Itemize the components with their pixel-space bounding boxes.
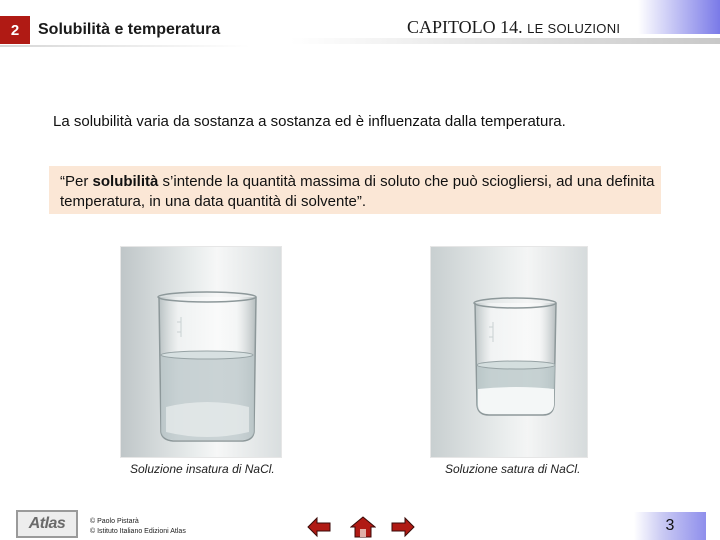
chapter-heading	[407, 17, 620, 38]
credit-author: © Paolo Pistarà	[90, 518, 139, 525]
unsaturated-solution-photo	[120, 246, 282, 458]
section-title: Solubilità e temperatura	[38, 21, 221, 38]
home-icon	[350, 515, 376, 539]
right-arrow-icon	[390, 515, 416, 539]
credits	[90, 517, 186, 537]
intro-text: La solubilità varia da sostanza a sostanza ed è influenzata dalla temperatura.	[53, 113, 566, 130]
credit-publisher: © Istituto Italiano Edizioni Atlas	[90, 528, 186, 535]
definition-term: solubilità	[92, 173, 159, 190]
saturated-caption: Soluzione satura di NaCl.	[445, 462, 581, 476]
definition-rest: s’intende la quantità massima di soluto che può sciogliersi, ad una definita temperatura, in una data quantità di solvente”.	[60, 173, 655, 210]
header-divider-right	[290, 38, 720, 44]
beaker-illustration	[121, 247, 282, 458]
chapter-label: CAPITOLO 14.	[407, 17, 523, 37]
home-button[interactable]	[350, 515, 376, 539]
previous-button[interactable]	[306, 515, 332, 539]
corner-decoration	[638, 0, 720, 34]
left-arrow-icon	[306, 515, 332, 539]
next-button[interactable]	[390, 515, 416, 539]
saturated-solution-photo	[430, 246, 588, 458]
header-divider-left	[0, 45, 250, 47]
definition-prefix: “Per	[60, 173, 93, 190]
publisher-logo	[16, 510, 78, 538]
unsaturated-caption: Soluzione insatura di NaCl.	[130, 462, 275, 476]
section-number-badge: 2	[0, 16, 30, 44]
chapter-name: LE SOLUZIONI	[527, 21, 621, 36]
page-number: 3	[634, 512, 706, 540]
logo-text: Atlas	[28, 515, 66, 532]
definition-text	[60, 172, 660, 212]
beaker-illustration	[431, 247, 588, 458]
